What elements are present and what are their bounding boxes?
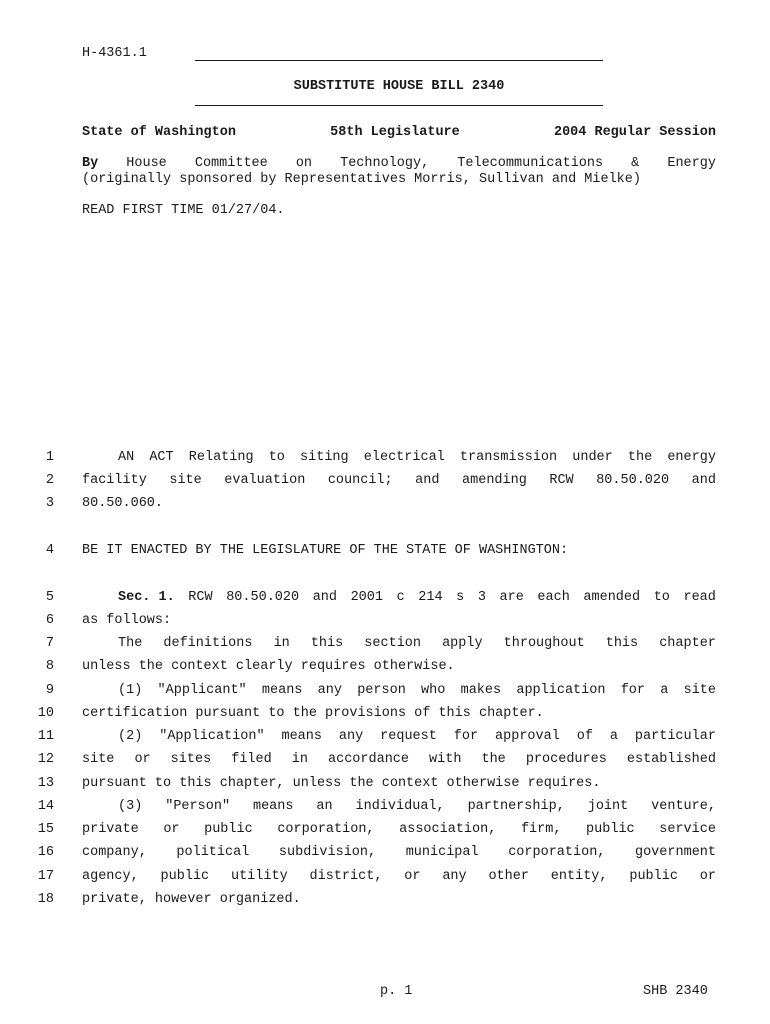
line-number: 14 [37, 799, 54, 814]
line-number: 15 [37, 822, 54, 837]
word: definitions [163, 636, 253, 651]
sponsor-line [82, 156, 716, 171]
word: site [683, 683, 716, 698]
word: The [118, 636, 143, 651]
word: are [499, 590, 524, 605]
word: agency, [82, 869, 139, 884]
word: ACT [149, 450, 174, 465]
word: or [134, 752, 151, 767]
word: s [456, 590, 465, 605]
line-number: 5 [45, 590, 54, 605]
word: and [691, 473, 716, 488]
line-text: private, however organized. [82, 892, 301, 907]
line-number: 18 [37, 892, 54, 907]
bill-line [82, 613, 716, 628]
word: and [312, 590, 337, 605]
word: established [626, 752, 716, 767]
word: district, [309, 869, 383, 884]
word: under [572, 450, 613, 465]
sponsor-word: Telecommunications [457, 156, 604, 171]
word: chapter [659, 636, 716, 651]
word: corporation, [508, 845, 606, 860]
bill-line [82, 706, 716, 721]
word: venture, [651, 799, 716, 814]
word: entity, [550, 869, 608, 884]
word: private [82, 822, 139, 837]
word: or [163, 822, 180, 837]
page-number: p. 1 [380, 984, 413, 999]
word: 2001 [350, 590, 383, 605]
sponsor-word: Technology, [340, 156, 430, 171]
word: to [268, 450, 285, 465]
word: evaluation [224, 473, 306, 488]
word: firm, [520, 822, 562, 837]
word: site [82, 752, 115, 767]
bill-line [82, 776, 716, 791]
word: political [176, 845, 250, 860]
line-number: 1 [45, 450, 54, 465]
bill-line [118, 450, 716, 465]
bill-line [118, 683, 716, 698]
sponsor-word: & [631, 156, 640, 171]
line-number: 8 [45, 659, 54, 674]
word: makes [460, 683, 502, 698]
word: 80.50.020 [596, 473, 670, 488]
bill-line [82, 869, 716, 884]
word: approval [495, 729, 560, 744]
word: subdivision, [278, 845, 377, 860]
line-number: 13 [37, 776, 54, 791]
section-label: Sec. 1. [118, 590, 175, 605]
word: or [699, 869, 716, 884]
word: application [516, 683, 606, 698]
word: public [629, 869, 678, 884]
word: apply [442, 636, 483, 651]
word: in [273, 636, 290, 651]
bill-line [118, 590, 716, 605]
line-text: certification pursuant to the provisions of this chapter. [82, 706, 544, 721]
word: government [634, 845, 716, 860]
word: and [415, 473, 440, 488]
word: partnership, [467, 799, 565, 814]
word: throughout [503, 636, 585, 651]
header-rule-bottom [195, 105, 603, 106]
bill-line [118, 729, 716, 744]
word: "Person" [165, 799, 231, 814]
word: section [364, 636, 422, 651]
word: this [605, 636, 639, 651]
sponsor-word: on [295, 156, 313, 171]
word: (1) [118, 683, 143, 698]
word: with [429, 752, 462, 767]
bill-line [82, 822, 716, 837]
line-number: 17 [37, 869, 54, 884]
word: (3) [118, 799, 143, 814]
sponsor-word: Committee [194, 156, 268, 171]
word: particular [634, 729, 716, 744]
word: amending [462, 473, 527, 488]
line-number: 2 [45, 473, 54, 488]
word: sites [170, 752, 212, 767]
footer-doc-ref: SHB 2340 [643, 984, 708, 999]
word: means [261, 683, 303, 698]
word: 214 [418, 590, 443, 605]
word: for [620, 683, 646, 698]
bill-line [118, 799, 716, 814]
word: amended [583, 590, 641, 605]
bill-line [82, 496, 716, 511]
state-name: State of Washington [82, 125, 236, 140]
word: utility [230, 869, 288, 884]
word: read [683, 590, 716, 605]
word: any [338, 729, 364, 744]
word: municipal [405, 845, 479, 860]
word: site [169, 473, 202, 488]
word: RCW [188, 590, 213, 605]
word: service [659, 822, 716, 837]
by-label: By [82, 156, 99, 171]
session: 2004 Regular Session [553, 125, 716, 140]
line-number: 6 [45, 613, 54, 628]
bill-title: SUBSTITUTE HOUSE BILL 2340 [293, 79, 505, 94]
word: public [204, 822, 253, 837]
word: who [421, 683, 446, 698]
word: c [396, 590, 405, 605]
line-number: 3 [45, 496, 54, 511]
line-text: 80.50.060. [82, 496, 164, 511]
line-number: 16 [37, 845, 54, 860]
word: 3 [477, 590, 486, 605]
word: accordance [328, 752, 410, 767]
line-number: 10 [37, 706, 54, 721]
word: corporation, [277, 822, 375, 837]
line-number: 7 [45, 636, 54, 651]
line-number: 12 [37, 752, 54, 767]
bill-line [82, 752, 716, 767]
bill-line [82, 473, 716, 488]
word: request [380, 729, 437, 744]
word: RCW [549, 473, 574, 488]
line-text: BE IT ENACTED BY THE LEGISLATURE OF THE STATE OF WASHINGTON: [82, 543, 569, 558]
original-sponsors: (originally sponsored by Representatives Morris, Sullivan and Mielke) [82, 172, 641, 187]
doc-code: H-4361.1 [82, 46, 147, 61]
word: public [160, 869, 210, 884]
word: this [310, 636, 344, 651]
word: or [404, 869, 421, 884]
word: "Application" [159, 729, 265, 744]
sponsor-word: Energy [667, 156, 716, 171]
word: Relating [188, 450, 254, 465]
legislature: 58th Legislature [330, 125, 460, 140]
word: AN [118, 450, 135, 465]
word: 80.50.020 [226, 590, 300, 605]
word: facility [82, 473, 147, 488]
word: individual, [355, 799, 445, 814]
word: the [481, 752, 506, 767]
word: for [453, 729, 479, 744]
word: each [537, 590, 570, 605]
line-number: 4 [45, 543, 54, 558]
word: in [291, 752, 308, 767]
word: the [627, 450, 653, 465]
line-text: as follows: [82, 613, 172, 628]
line-text: pursuant to this chapter, unless the context otherwise requires. [82, 776, 601, 791]
word: any [317, 683, 342, 698]
word: procedures [525, 752, 607, 767]
word: (2) [118, 729, 143, 744]
line-text: unless the context clearly requires otherwise. [82, 659, 455, 674]
bill-line [118, 636, 716, 651]
word: company, [82, 845, 147, 860]
word: person [357, 683, 406, 698]
line-number: 9 [45, 683, 54, 698]
bill-line [82, 892, 716, 907]
header-rule-top [195, 60, 603, 61]
word: transmission [459, 450, 558, 465]
word: means [252, 799, 294, 814]
bill-line [82, 543, 716, 558]
word: an [316, 799, 333, 814]
word: any [442, 869, 467, 884]
word: other [488, 869, 529, 884]
word: public [586, 822, 635, 837]
word: council; [327, 473, 393, 488]
word: of [576, 729, 593, 744]
word: energy [667, 450, 716, 465]
word: to [653, 590, 670, 605]
word: association, [399, 822, 497, 837]
word: a [660, 683, 669, 698]
session-line [82, 125, 716, 140]
bill-line [82, 845, 716, 860]
bill-line [82, 659, 716, 674]
word: means [281, 729, 322, 744]
word: "Applicant" [157, 683, 247, 698]
word: a [609, 729, 618, 744]
word: filed [231, 752, 272, 767]
word: siting [300, 450, 349, 465]
read-first-time: READ FIRST TIME 01/27/04. [82, 203, 285, 218]
sponsor-word: House [126, 156, 167, 171]
word: joint [587, 799, 629, 814]
word: electrical [363, 450, 445, 465]
line-number: 11 [37, 729, 54, 744]
